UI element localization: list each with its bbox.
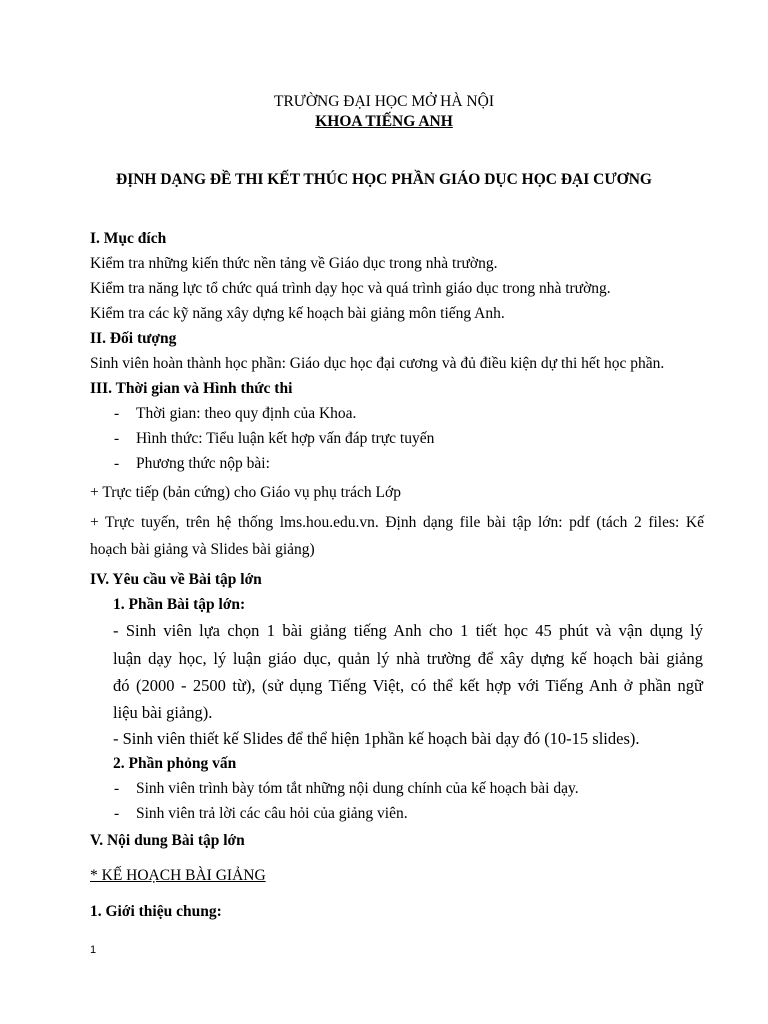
- bullet-dash: -: [114, 405, 120, 422]
- body-line: Kiểm tra năng lực tổ chức quá trình dạy học và quá trình giáo dục trong nhà trường.: [90, 280, 611, 297]
- body-line: + Trực tuyến, trên hệ thống lms.hou.edu.vn. Định dạng file bài tập lớn: pdf (tách 2 files: Kế: [90, 514, 704, 531]
- section-heading: II. Đối tượng: [90, 330, 177, 347]
- faculty-name: KHOA TIẾNG ANH: [315, 113, 453, 130]
- body-line: - Sinh viên lựa chọn 1 bài giảng tiếng Anh cho 1 tiết học 45 phút và vận dụng lý: [113, 621, 703, 640]
- body-line: + Trực tiếp (bản cứng) cho Giáo vụ phụ trách Lớp: [90, 484, 401, 501]
- bullet-text: Sinh viên trình bày tóm tắt những nội dung chính của kế hoạch bài dạy.: [136, 780, 579, 797]
- section-heading: III. Thời gian và Hình thức thi: [90, 380, 293, 397]
- body-line: Kiểm tra các kỹ năng xây dựng kế hoạch bài giảng môn tiếng Anh.: [90, 305, 505, 322]
- section-heading: I. Mục đích: [90, 230, 167, 247]
- bullet-dash: -: [114, 780, 120, 797]
- page-number: 1: [90, 944, 97, 956]
- bullet-text: Thời gian: theo quy định của Khoa.: [136, 405, 357, 422]
- bullet-text: Phương thức nộp bài:: [136, 455, 270, 472]
- plan-heading: * KẾ HOẠCH BÀI GIẢNG: [90, 867, 266, 884]
- university-name: TRƯỜNG ĐẠI HỌC MỞ HÀ NỘI: [274, 93, 494, 110]
- bullet-dash: -: [114, 430, 120, 447]
- body-line: Sinh viên hoàn thành học phần: Giáo dục học đại cương và đủ điều kiện dự thi hết học phần.: [90, 355, 665, 372]
- bullet-dash: -: [114, 805, 120, 822]
- subsection-heading: 1. Giới thiệu chung:: [90, 903, 222, 920]
- body-line: luận dạy học, lý luận giáo dục, quản lý nhà trường để xây dựng kế hoạch bài giảng: [113, 649, 703, 668]
- bullet-text: Hình thức: Tiểu luận kết hợp vấn đáp trực tuyến: [136, 430, 435, 447]
- section-heading: V. Nội dung Bài tập lớn: [90, 832, 245, 849]
- body-line: liệu bài giảng).: [113, 703, 213, 722]
- bullet-text: Sinh viên trả lời các câu hỏi của giảng viên.: [136, 805, 408, 822]
- bullet-dash: -: [114, 455, 120, 472]
- body-line: đó (2000 - 2500 từ), (sử dụng Tiếng Việt, có thể kết hợp với Tiếng Anh ở phần ngữ: [113, 676, 703, 695]
- body-line: hoạch bài giảng và Slides bài giảng): [90, 541, 315, 558]
- subsection-heading: 1. Phần Bài tập lớn:: [113, 596, 246, 613]
- section-heading: IV. Yêu cầu về Bài tập lớn: [90, 571, 262, 588]
- body-line: Kiểm tra những kiến thức nền tảng về Giáo dục trong nhà trường.: [90, 255, 498, 272]
- document-title: ĐỊNH DẠNG ĐỀ THI KẾT THÚC HỌC PHẦN GIÁO DỤC HỌC ĐẠI CƯƠNG: [116, 171, 652, 188]
- body-line: - Sinh viên thiết kế Slides để thể hiện 1phần kế hoạch bài dạy đó (10-15 slides).: [113, 729, 640, 748]
- subsection-heading: 2. Phần phỏng vấn: [113, 755, 237, 772]
